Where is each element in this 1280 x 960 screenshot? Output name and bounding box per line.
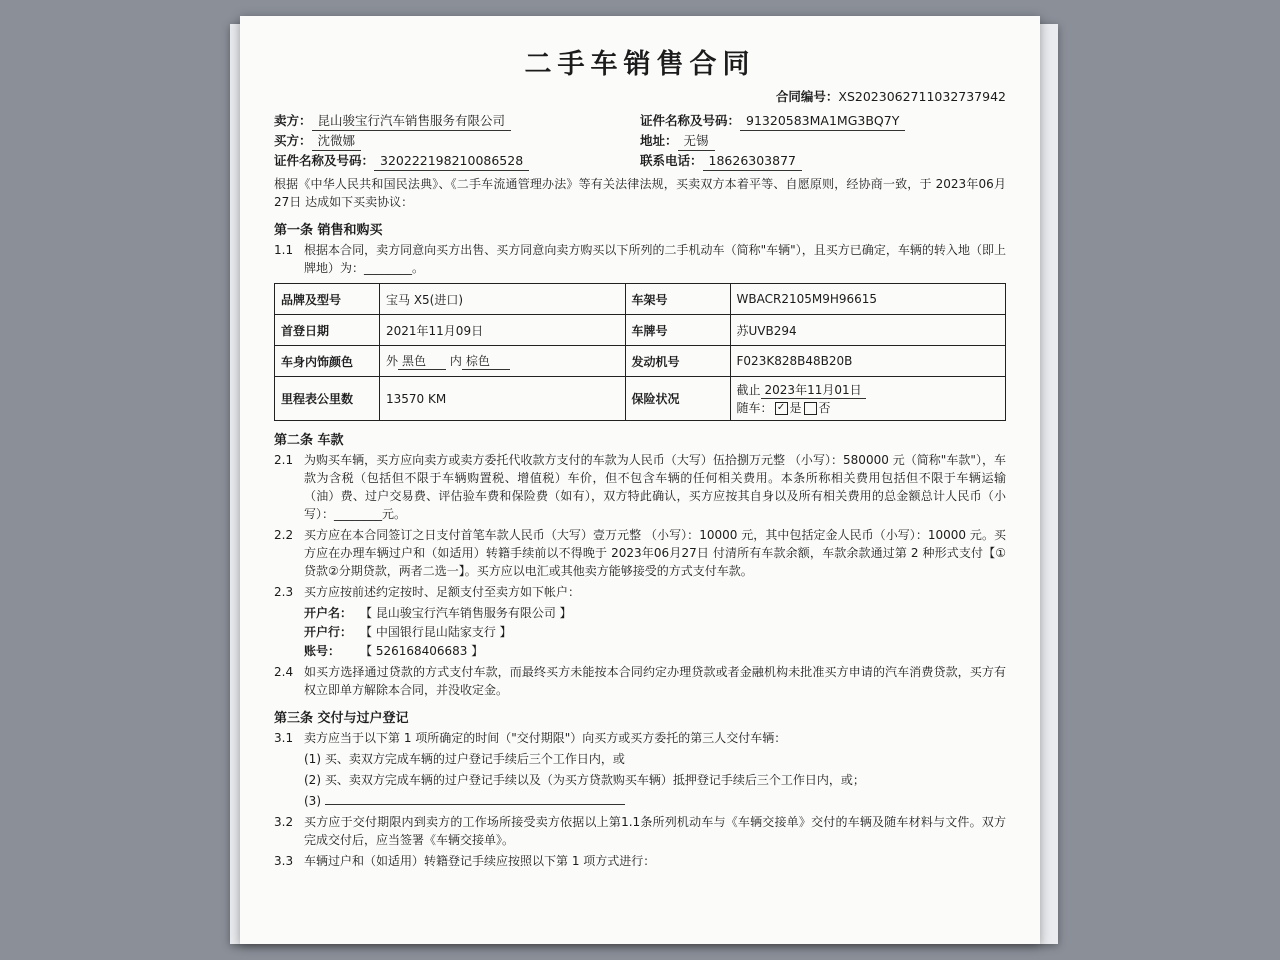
seller-row: 卖方： 昆山骏宝行汽车销售服务有限公司 证件名称及号码： 91320583MA1MG3BQ7Y [274, 111, 1006, 131]
contract-page [240, 16, 1040, 944]
section-3-heading: 第三条 交付与过户登记 [274, 711, 409, 726]
account-number-row: 账号： 【 526168406683 】 [304, 644, 484, 658]
table-row: 车身内饰颜色 外 黑色 内 棕色 发动机号 F023K828B48B20B [275, 346, 1006, 377]
section-2-heading: 第二条 车款 [274, 433, 344, 448]
clause-2-3: 2.3 买方应按前述约定按时、足额支付至卖方如下帐户： [274, 585, 581, 599]
vehicle-vin: WBACR2105M9H96615 [730, 284, 1005, 315]
clause-1-1: 1.1 根据本合同，卖方同意向买方出售、买方同意向卖方购买以下所列的二手机动车（简称"车辆"），且买方已确定，车辆的转入地（即上牌地）为：________。 [274, 243, 1006, 275]
vehicle-insurance: 截止 2023年11月01日 随车： ✓ 是 否 [730, 377, 1005, 421]
vehicle-table [274, 283, 1006, 421]
vehicle-color: 外 黑色 内 棕色 [380, 346, 626, 377]
table-row: 里程表公里数 13570 KM 保险状况 截止 2023年11月01日 随车： ✓ 是 否 [275, 377, 1006, 421]
clause-2-4: 2.4 如买方选择通过贷款的方式支付车款，而最终买方未能按本合同约定办理贷款或者金融机构未批准买方申请的汽车消费贷款，买方有权立即单方解除本合同，并没收定金。 [274, 665, 1006, 697]
account-bank-row: 开户行： 【 中国银行昆山陆家支行 】 [304, 625, 512, 639]
preamble: 根据《中华人民共和国民法典》、《二手车流通管理办法》等有关法律法规，买卖双方本着平等、自愿原则，经协商一致，于 2023年06月27日 达成如下买卖协议： [274, 177, 1006, 209]
seller-name: 昆山骏宝行汽车销售服务有限公司 [312, 111, 512, 131]
clause-3-1-3: (3) [274, 792, 1006, 810]
vehicle-reg-date: 2021年11月09日 [380, 315, 626, 346]
seller-id: 91320583MA1MG3BQ7Y [740, 111, 905, 131]
clause-3-1-1: (1) 买、卖双方完成车辆的过户登记手续后三个工作日内，或 [304, 752, 625, 766]
buyer-address: 无锡 [678, 131, 715, 151]
clause-3-1: 3.1 卖方应当于以下第 1 项所确定的时间（"交付期限"）向买方或买方委托的第三人交付车辆： [274, 731, 787, 745]
vehicle-engine-no: F023K828B48B20B [730, 346, 1005, 377]
vehicle-plate: 苏UVB294 [730, 315, 1005, 346]
table-row: 品牌及型号 宝马 X5(进口) 车架号 WBACR2105M9H96615 [275, 284, 1006, 315]
clause-3-1-2: (2) 买、卖双方完成车辆的过户登记手续以及（为买方贷款购买车辆）抵押登记手续后三个工作日内，或； [304, 773, 865, 787]
clause-2-1: 2.1 为购买车辆，买方应向卖方或卖方委托代收款方支付的车款为人民币（大写）伍拾捌万元整 （小写）：580000 元（简称"车款"），车款为含税（包括但不限于车辆购置税、增值税）车价，但不包含车辆的任何相关费用。本条所称相关费用包括但不限于车辆运输（油）费、过户交易费、评估验车费和保险费（如有），双方特此确认，买方应按其自身以及所有相关费用的总金额总计人民币（小写）：________元。 [274, 453, 1006, 521]
table-row: 首登日期 2021年11月09日 车牌号 苏UVB294 [275, 315, 1006, 346]
section-1-heading: 第一条 销售和购买 [274, 223, 383, 238]
account-name-row: 开户名： 【 昆山骏宝行汽车销售服务有限公司 】 [304, 606, 572, 620]
checkbox-no [804, 402, 817, 415]
buyer-row: 买方： 沈微娜 地址： 无锡 [274, 131, 1006, 151]
contract-number: 合同编号：XS2023062711032737942 [775, 89, 1006, 104]
buyer-id: 320222198210086528 [374, 151, 529, 171]
vehicle-brand: 宝马 X5(进口) [380, 284, 626, 315]
vehicle-mileage: 13570 KM [380, 377, 626, 421]
document-title: 二手车销售合同 [524, 49, 756, 80]
buyer-name: 沈微娜 [312, 131, 362, 151]
clause-2-2: 2.2 买方应在本合同签订之日支付首笔车款人民币（大写）壹万元整 （小写）：10000 元，其中包括定金人民币（小写）：10000 元。买方应在办理车辆过户和（如适用）转籍手续前以不得晚于 2023年06月27日 付清所有车款余额，车款余款通过第 2 种形式支付【①贷款②分期贷款，两者二选一】。买方应以电汇或其他卖方能够接受的方式支付车款。 [274, 528, 1006, 578]
clause-3-2: 3.2 买方应于交付期限内到卖方的工作场所接受卖方依据以上第1.1条所列机动车与《车辆交接单》交付的车辆及随车材料与文件。双方完成交付后，应当签署《车辆交接单》。 [274, 815, 1006, 847]
clause-3-3: 3.3 车辆过户和（如适用）转籍登记手续应按照以下第 1 项方式进行： [274, 854, 656, 868]
checkbox-yes: ✓ [775, 402, 788, 415]
buyer-id-row: 证件名称及号码： 320222198210086528 联系电话： 18626303877 [274, 151, 1006, 171]
buyer-phone: 18626303877 [703, 151, 802, 171]
